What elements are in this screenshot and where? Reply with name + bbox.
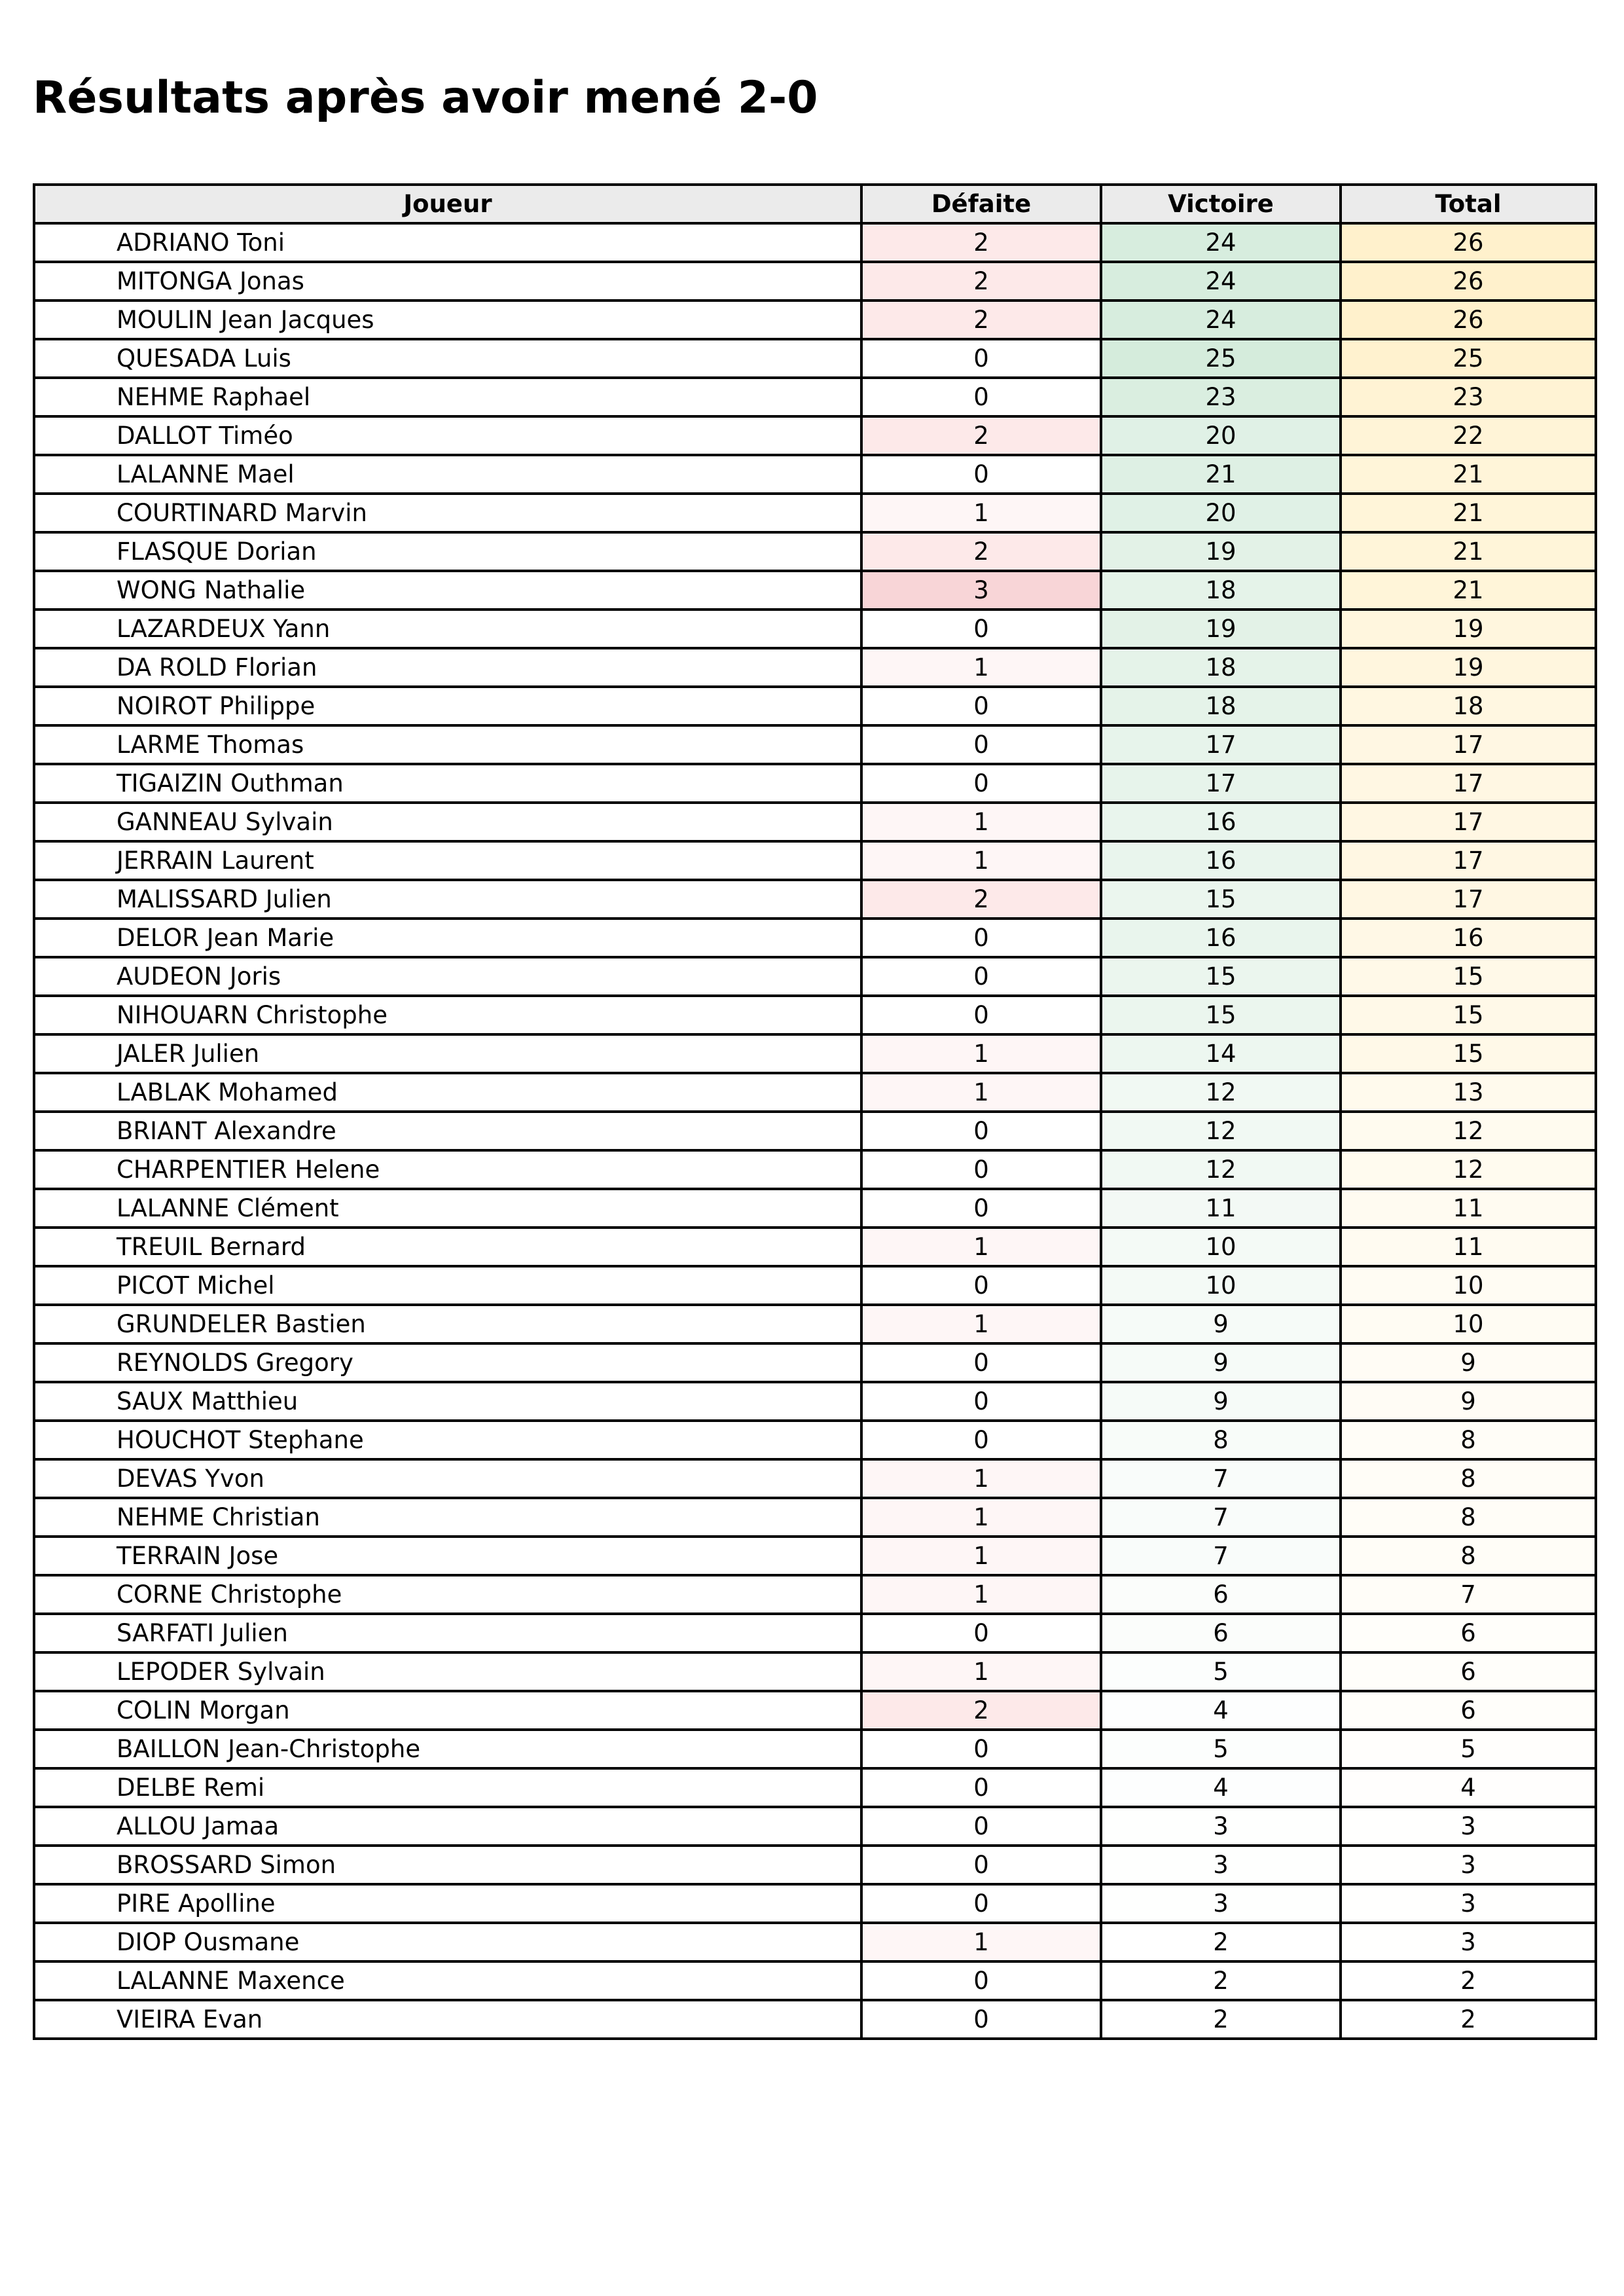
player-name-cell: AUDEON Joris bbox=[34, 957, 861, 996]
table-row bbox=[34, 1343, 1596, 1382]
victoire-cell: 16 bbox=[1101, 841, 1341, 880]
total-cell: 11 bbox=[1341, 1228, 1596, 1266]
table-row bbox=[34, 494, 1596, 532]
defaite-cell: 1 bbox=[861, 1498, 1101, 1537]
total-cell: 23 bbox=[1341, 378, 1596, 416]
table-row bbox=[34, 919, 1596, 957]
total-cell: 15 bbox=[1341, 957, 1596, 996]
player-name-cell: COURTINARD Marvin bbox=[34, 494, 861, 532]
table-row bbox=[34, 1846, 1596, 1884]
total-cell: 10 bbox=[1341, 1305, 1596, 1343]
results-table bbox=[33, 183, 1597, 2040]
victoire-cell: 23 bbox=[1101, 378, 1341, 416]
victoire-cell: 12 bbox=[1101, 1073, 1341, 1112]
defaite-cell: 2 bbox=[861, 301, 1101, 339]
player-name-cell: DA ROLD Florian bbox=[34, 648, 861, 687]
defaite-cell: 0 bbox=[861, 339, 1101, 378]
table-row bbox=[34, 687, 1596, 725]
table-row bbox=[34, 2000, 1596, 2039]
player-name-cell: WONG Nathalie bbox=[34, 571, 861, 610]
total-cell: 8 bbox=[1341, 1421, 1596, 1459]
total-cell: 16 bbox=[1341, 919, 1596, 957]
player-name-cell: MOULIN Jean Jacques bbox=[34, 301, 861, 339]
total-cell: 17 bbox=[1341, 803, 1596, 841]
defaite-cell: 1 bbox=[861, 1575, 1101, 1614]
table-row bbox=[34, 1382, 1596, 1421]
total-cell: 11 bbox=[1341, 1189, 1596, 1228]
victoire-cell: 5 bbox=[1101, 1652, 1341, 1691]
victoire-cell: 4 bbox=[1101, 1691, 1341, 1730]
total-cell: 21 bbox=[1341, 455, 1596, 494]
defaite-cell: 0 bbox=[861, 957, 1101, 996]
victoire-cell: 9 bbox=[1101, 1305, 1341, 1343]
total-cell: 6 bbox=[1341, 1652, 1596, 1691]
victoire-cell: 2 bbox=[1101, 1923, 1341, 1961]
victoire-cell: 15 bbox=[1101, 957, 1341, 996]
defaite-cell: 0 bbox=[861, 610, 1101, 648]
defaite-cell: 0 bbox=[861, 2000, 1101, 2039]
table-row bbox=[34, 416, 1596, 455]
player-name-cell: MALISSARD Julien bbox=[34, 880, 861, 919]
player-name-cell: DEVAS Yvon bbox=[34, 1459, 861, 1498]
header-total: Total bbox=[1341, 185, 1596, 223]
table-row bbox=[34, 880, 1596, 919]
player-name-cell: LALANNE Maxence bbox=[34, 1961, 861, 2000]
defaite-cell: 0 bbox=[861, 725, 1101, 764]
total-cell: 3 bbox=[1341, 1884, 1596, 1923]
victoire-cell: 17 bbox=[1101, 764, 1341, 803]
total-cell: 22 bbox=[1341, 416, 1596, 455]
total-cell: 25 bbox=[1341, 339, 1596, 378]
player-name-cell: TREUIL Bernard bbox=[34, 1228, 861, 1266]
victoire-cell: 15 bbox=[1101, 996, 1341, 1034]
total-cell: 26 bbox=[1341, 223, 1596, 262]
defaite-cell: 0 bbox=[861, 1846, 1101, 1884]
table-row bbox=[34, 378, 1596, 416]
total-cell: 19 bbox=[1341, 648, 1596, 687]
player-name-cell: FLASQUE Dorian bbox=[34, 532, 861, 571]
table-row bbox=[34, 1807, 1596, 1846]
defaite-cell: 1 bbox=[861, 1073, 1101, 1112]
player-name-cell: CORNE Christophe bbox=[34, 1575, 861, 1614]
total-cell: 21 bbox=[1341, 494, 1596, 532]
total-cell: 12 bbox=[1341, 1150, 1596, 1189]
table-row bbox=[34, 1691, 1596, 1730]
player-name-cell: CHARPENTIER Helene bbox=[34, 1150, 861, 1189]
table-row bbox=[34, 764, 1596, 803]
total-cell: 17 bbox=[1341, 764, 1596, 803]
table-row bbox=[34, 648, 1596, 687]
victoire-cell: 19 bbox=[1101, 610, 1341, 648]
defaite-cell: 0 bbox=[861, 1150, 1101, 1189]
table-row bbox=[34, 532, 1596, 571]
total-cell: 3 bbox=[1341, 1846, 1596, 1884]
victoire-cell: 17 bbox=[1101, 725, 1341, 764]
table-row bbox=[34, 1884, 1596, 1923]
player-name-cell: NIHOUARN Christophe bbox=[34, 996, 861, 1034]
victoire-cell: 18 bbox=[1101, 648, 1341, 687]
total-cell: 12 bbox=[1341, 1112, 1596, 1150]
defaite-cell: 0 bbox=[861, 996, 1101, 1034]
victoire-cell: 2 bbox=[1101, 2000, 1341, 2039]
total-cell: 26 bbox=[1341, 262, 1596, 301]
table-row bbox=[34, 1189, 1596, 1228]
player-name-cell: DELBE Remi bbox=[34, 1768, 861, 1807]
table-row bbox=[34, 1498, 1596, 1537]
total-cell: 7 bbox=[1341, 1575, 1596, 1614]
defaite-cell: 1 bbox=[861, 494, 1101, 532]
player-name-cell: LAZARDEUX Yann bbox=[34, 610, 861, 648]
table-row bbox=[34, 1459, 1596, 1498]
defaite-cell: 1 bbox=[861, 1228, 1101, 1266]
player-name-cell: BRIANT Alexandre bbox=[34, 1112, 861, 1150]
victoire-cell: 16 bbox=[1101, 803, 1341, 841]
total-cell: 8 bbox=[1341, 1459, 1596, 1498]
victoire-cell: 18 bbox=[1101, 571, 1341, 610]
table-row bbox=[34, 957, 1596, 996]
total-cell: 17 bbox=[1341, 725, 1596, 764]
player-name-cell: REYNOLDS Gregory bbox=[34, 1343, 861, 1382]
total-cell: 13 bbox=[1341, 1073, 1596, 1112]
total-cell: 21 bbox=[1341, 571, 1596, 610]
table-row bbox=[34, 1961, 1596, 2000]
header-joueur: Joueur bbox=[34, 185, 861, 223]
player-name-cell: GRUNDELER Bastien bbox=[34, 1305, 861, 1343]
defaite-cell: 0 bbox=[861, 1614, 1101, 1652]
defaite-cell: 0 bbox=[861, 1768, 1101, 1807]
player-name-cell: GANNEAU Sylvain bbox=[34, 803, 861, 841]
player-name-cell: ADRIANO Toni bbox=[34, 223, 861, 262]
total-cell: 9 bbox=[1341, 1343, 1596, 1382]
player-name-cell: VIEIRA Evan bbox=[34, 2000, 861, 2039]
player-name-cell: ALLOU Jamaa bbox=[34, 1807, 861, 1846]
table-row bbox=[34, 223, 1596, 262]
victoire-cell: 6 bbox=[1101, 1614, 1341, 1652]
header-victoire: Victoire bbox=[1101, 185, 1341, 223]
victoire-cell: 20 bbox=[1101, 494, 1341, 532]
total-cell: 2 bbox=[1341, 2000, 1596, 2039]
defaite-cell: 0 bbox=[861, 1807, 1101, 1846]
player-name-cell: DELOR Jean Marie bbox=[34, 919, 861, 957]
table-row bbox=[34, 1923, 1596, 1961]
player-name-cell: HOUCHOT Stephane bbox=[34, 1421, 861, 1459]
table-row bbox=[34, 1073, 1596, 1112]
table-row bbox=[34, 339, 1596, 378]
player-name-cell: JERRAIN Laurent bbox=[34, 841, 861, 880]
defaite-cell: 0 bbox=[861, 1730, 1101, 1768]
table-row bbox=[34, 1305, 1596, 1343]
player-name-cell: SARFATI Julien bbox=[34, 1614, 861, 1652]
defaite-cell: 1 bbox=[861, 648, 1101, 687]
total-cell: 26 bbox=[1341, 301, 1596, 339]
victoire-cell: 12 bbox=[1101, 1150, 1341, 1189]
victoire-cell: 3 bbox=[1101, 1807, 1341, 1846]
defaite-cell: 2 bbox=[861, 223, 1101, 262]
defaite-cell: 2 bbox=[861, 416, 1101, 455]
table-row bbox=[34, 455, 1596, 494]
player-name-cell: LABLAK Mohamed bbox=[34, 1073, 861, 1112]
defaite-cell: 0 bbox=[861, 764, 1101, 803]
victoire-cell: 3 bbox=[1101, 1884, 1341, 1923]
defaite-cell: 0 bbox=[861, 378, 1101, 416]
player-name-cell: LARME Thomas bbox=[34, 725, 861, 764]
total-cell: 15 bbox=[1341, 1034, 1596, 1073]
table-row bbox=[34, 610, 1596, 648]
victoire-cell: 9 bbox=[1101, 1382, 1341, 1421]
defaite-cell: 0 bbox=[861, 1266, 1101, 1305]
total-cell: 5 bbox=[1341, 1730, 1596, 1768]
total-cell: 18 bbox=[1341, 687, 1596, 725]
player-name-cell: SAUX Matthieu bbox=[34, 1382, 861, 1421]
defaite-cell: 0 bbox=[861, 455, 1101, 494]
defaite-cell: 1 bbox=[861, 841, 1101, 880]
player-name-cell: COLIN Morgan bbox=[34, 1691, 861, 1730]
player-name-cell: MITONGA Jonas bbox=[34, 262, 861, 301]
table-row bbox=[34, 1150, 1596, 1189]
table-row bbox=[34, 1228, 1596, 1266]
player-name-cell: PIRE Apolline bbox=[34, 1884, 861, 1923]
victoire-cell: 24 bbox=[1101, 301, 1341, 339]
victoire-cell: 7 bbox=[1101, 1537, 1341, 1575]
total-cell: 9 bbox=[1341, 1382, 1596, 1421]
total-cell: 17 bbox=[1341, 841, 1596, 880]
player-name-cell: NEHME Raphael bbox=[34, 378, 861, 416]
table-header-row bbox=[34, 185, 1596, 223]
total-cell: 2 bbox=[1341, 1961, 1596, 2000]
total-cell: 6 bbox=[1341, 1614, 1596, 1652]
table-row bbox=[34, 571, 1596, 610]
total-cell: 15 bbox=[1341, 996, 1596, 1034]
total-cell: 17 bbox=[1341, 880, 1596, 919]
total-cell: 6 bbox=[1341, 1691, 1596, 1730]
defaite-cell: 0 bbox=[861, 1112, 1101, 1150]
victoire-cell: 5 bbox=[1101, 1730, 1341, 1768]
defaite-cell: 1 bbox=[861, 1305, 1101, 1343]
victoire-cell: 25 bbox=[1101, 339, 1341, 378]
table-row bbox=[34, 725, 1596, 764]
defaite-cell: 0 bbox=[861, 1421, 1101, 1459]
defaite-cell: 0 bbox=[861, 1884, 1101, 1923]
page-title: Résultats après avoir mené 2-0 bbox=[33, 72, 818, 124]
player-name-cell: BAILLON Jean-Christophe bbox=[34, 1730, 861, 1768]
victoire-cell: 20 bbox=[1101, 416, 1341, 455]
defaite-cell: 0 bbox=[861, 1961, 1101, 2000]
table-row bbox=[34, 996, 1596, 1034]
defaite-cell: 2 bbox=[861, 532, 1101, 571]
victoire-cell: 6 bbox=[1101, 1575, 1341, 1614]
victoire-cell: 10 bbox=[1101, 1228, 1341, 1266]
defaite-cell: 1 bbox=[861, 803, 1101, 841]
table-row bbox=[34, 1730, 1596, 1768]
defaite-cell: 2 bbox=[861, 262, 1101, 301]
victoire-cell: 19 bbox=[1101, 532, 1341, 571]
victoire-cell: 2 bbox=[1101, 1961, 1341, 2000]
table-row bbox=[34, 1652, 1596, 1691]
player-name-cell: TIGAIZIN Outhman bbox=[34, 764, 861, 803]
victoire-cell: 16 bbox=[1101, 919, 1341, 957]
player-name-cell: DIOP Ousmane bbox=[34, 1923, 861, 1961]
player-name-cell: BROSSARD Simon bbox=[34, 1846, 861, 1884]
victoire-cell: 15 bbox=[1101, 880, 1341, 919]
total-cell: 3 bbox=[1341, 1923, 1596, 1961]
table-row bbox=[34, 1112, 1596, 1150]
defaite-cell: 0 bbox=[861, 1382, 1101, 1421]
victoire-cell: 7 bbox=[1101, 1459, 1341, 1498]
victoire-cell: 18 bbox=[1101, 687, 1341, 725]
victoire-cell: 4 bbox=[1101, 1768, 1341, 1807]
defaite-cell: 3 bbox=[861, 571, 1101, 610]
defaite-cell: 0 bbox=[861, 919, 1101, 957]
total-cell: 8 bbox=[1341, 1498, 1596, 1537]
victoire-cell: 7 bbox=[1101, 1498, 1341, 1537]
victoire-cell: 14 bbox=[1101, 1034, 1341, 1073]
total-cell: 4 bbox=[1341, 1768, 1596, 1807]
player-name-cell: TERRAIN Jose bbox=[34, 1537, 861, 1575]
total-cell: 10 bbox=[1341, 1266, 1596, 1305]
defaite-cell: 1 bbox=[861, 1537, 1101, 1575]
victoire-cell: 12 bbox=[1101, 1112, 1341, 1150]
victoire-cell: 24 bbox=[1101, 262, 1341, 301]
table-row bbox=[34, 262, 1596, 301]
table-row bbox=[34, 841, 1596, 880]
player-name-cell: NEHME Christian bbox=[34, 1498, 861, 1537]
table-row bbox=[34, 1421, 1596, 1459]
victoire-cell: 10 bbox=[1101, 1266, 1341, 1305]
table-row bbox=[34, 1537, 1596, 1575]
table-row bbox=[34, 1034, 1596, 1073]
player-name-cell: PICOT Michel bbox=[34, 1266, 861, 1305]
table-row bbox=[34, 1614, 1596, 1652]
player-name-cell: LALANNE Mael bbox=[34, 455, 861, 494]
total-cell: 21 bbox=[1341, 532, 1596, 571]
table-body bbox=[34, 223, 1596, 2039]
total-cell: 19 bbox=[1341, 610, 1596, 648]
victoire-cell: 8 bbox=[1101, 1421, 1341, 1459]
defaite-cell: 0 bbox=[861, 687, 1101, 725]
defaite-cell: 1 bbox=[861, 1034, 1101, 1073]
defaite-cell: 2 bbox=[861, 880, 1101, 919]
defaite-cell: 1 bbox=[861, 1652, 1101, 1691]
defaite-cell: 1 bbox=[861, 1459, 1101, 1498]
table-row bbox=[34, 1768, 1596, 1807]
player-name-cell: DALLOT Timéo bbox=[34, 416, 861, 455]
player-name-cell: LALANNE Clément bbox=[34, 1189, 861, 1228]
player-name-cell: JALER Julien bbox=[34, 1034, 861, 1073]
victoire-cell: 3 bbox=[1101, 1846, 1341, 1884]
table-row bbox=[34, 301, 1596, 339]
table-row bbox=[34, 1266, 1596, 1305]
victoire-cell: 21 bbox=[1101, 455, 1341, 494]
player-name-cell: QUESADA Luis bbox=[34, 339, 861, 378]
player-name-cell: NOIROT Philippe bbox=[34, 687, 861, 725]
header-defaite: Défaite bbox=[861, 185, 1101, 223]
table-row bbox=[34, 1575, 1596, 1614]
defaite-cell: 0 bbox=[861, 1343, 1101, 1382]
total-cell: 8 bbox=[1341, 1537, 1596, 1575]
victoire-cell: 11 bbox=[1101, 1189, 1341, 1228]
player-name-cell: LEPODER Sylvain bbox=[34, 1652, 861, 1691]
defaite-cell: 1 bbox=[861, 1923, 1101, 1961]
defaite-cell: 0 bbox=[861, 1189, 1101, 1228]
victoire-cell: 9 bbox=[1101, 1343, 1341, 1382]
defaite-cell: 2 bbox=[861, 1691, 1101, 1730]
victoire-cell: 24 bbox=[1101, 223, 1341, 262]
total-cell: 3 bbox=[1341, 1807, 1596, 1846]
table-row bbox=[34, 803, 1596, 841]
